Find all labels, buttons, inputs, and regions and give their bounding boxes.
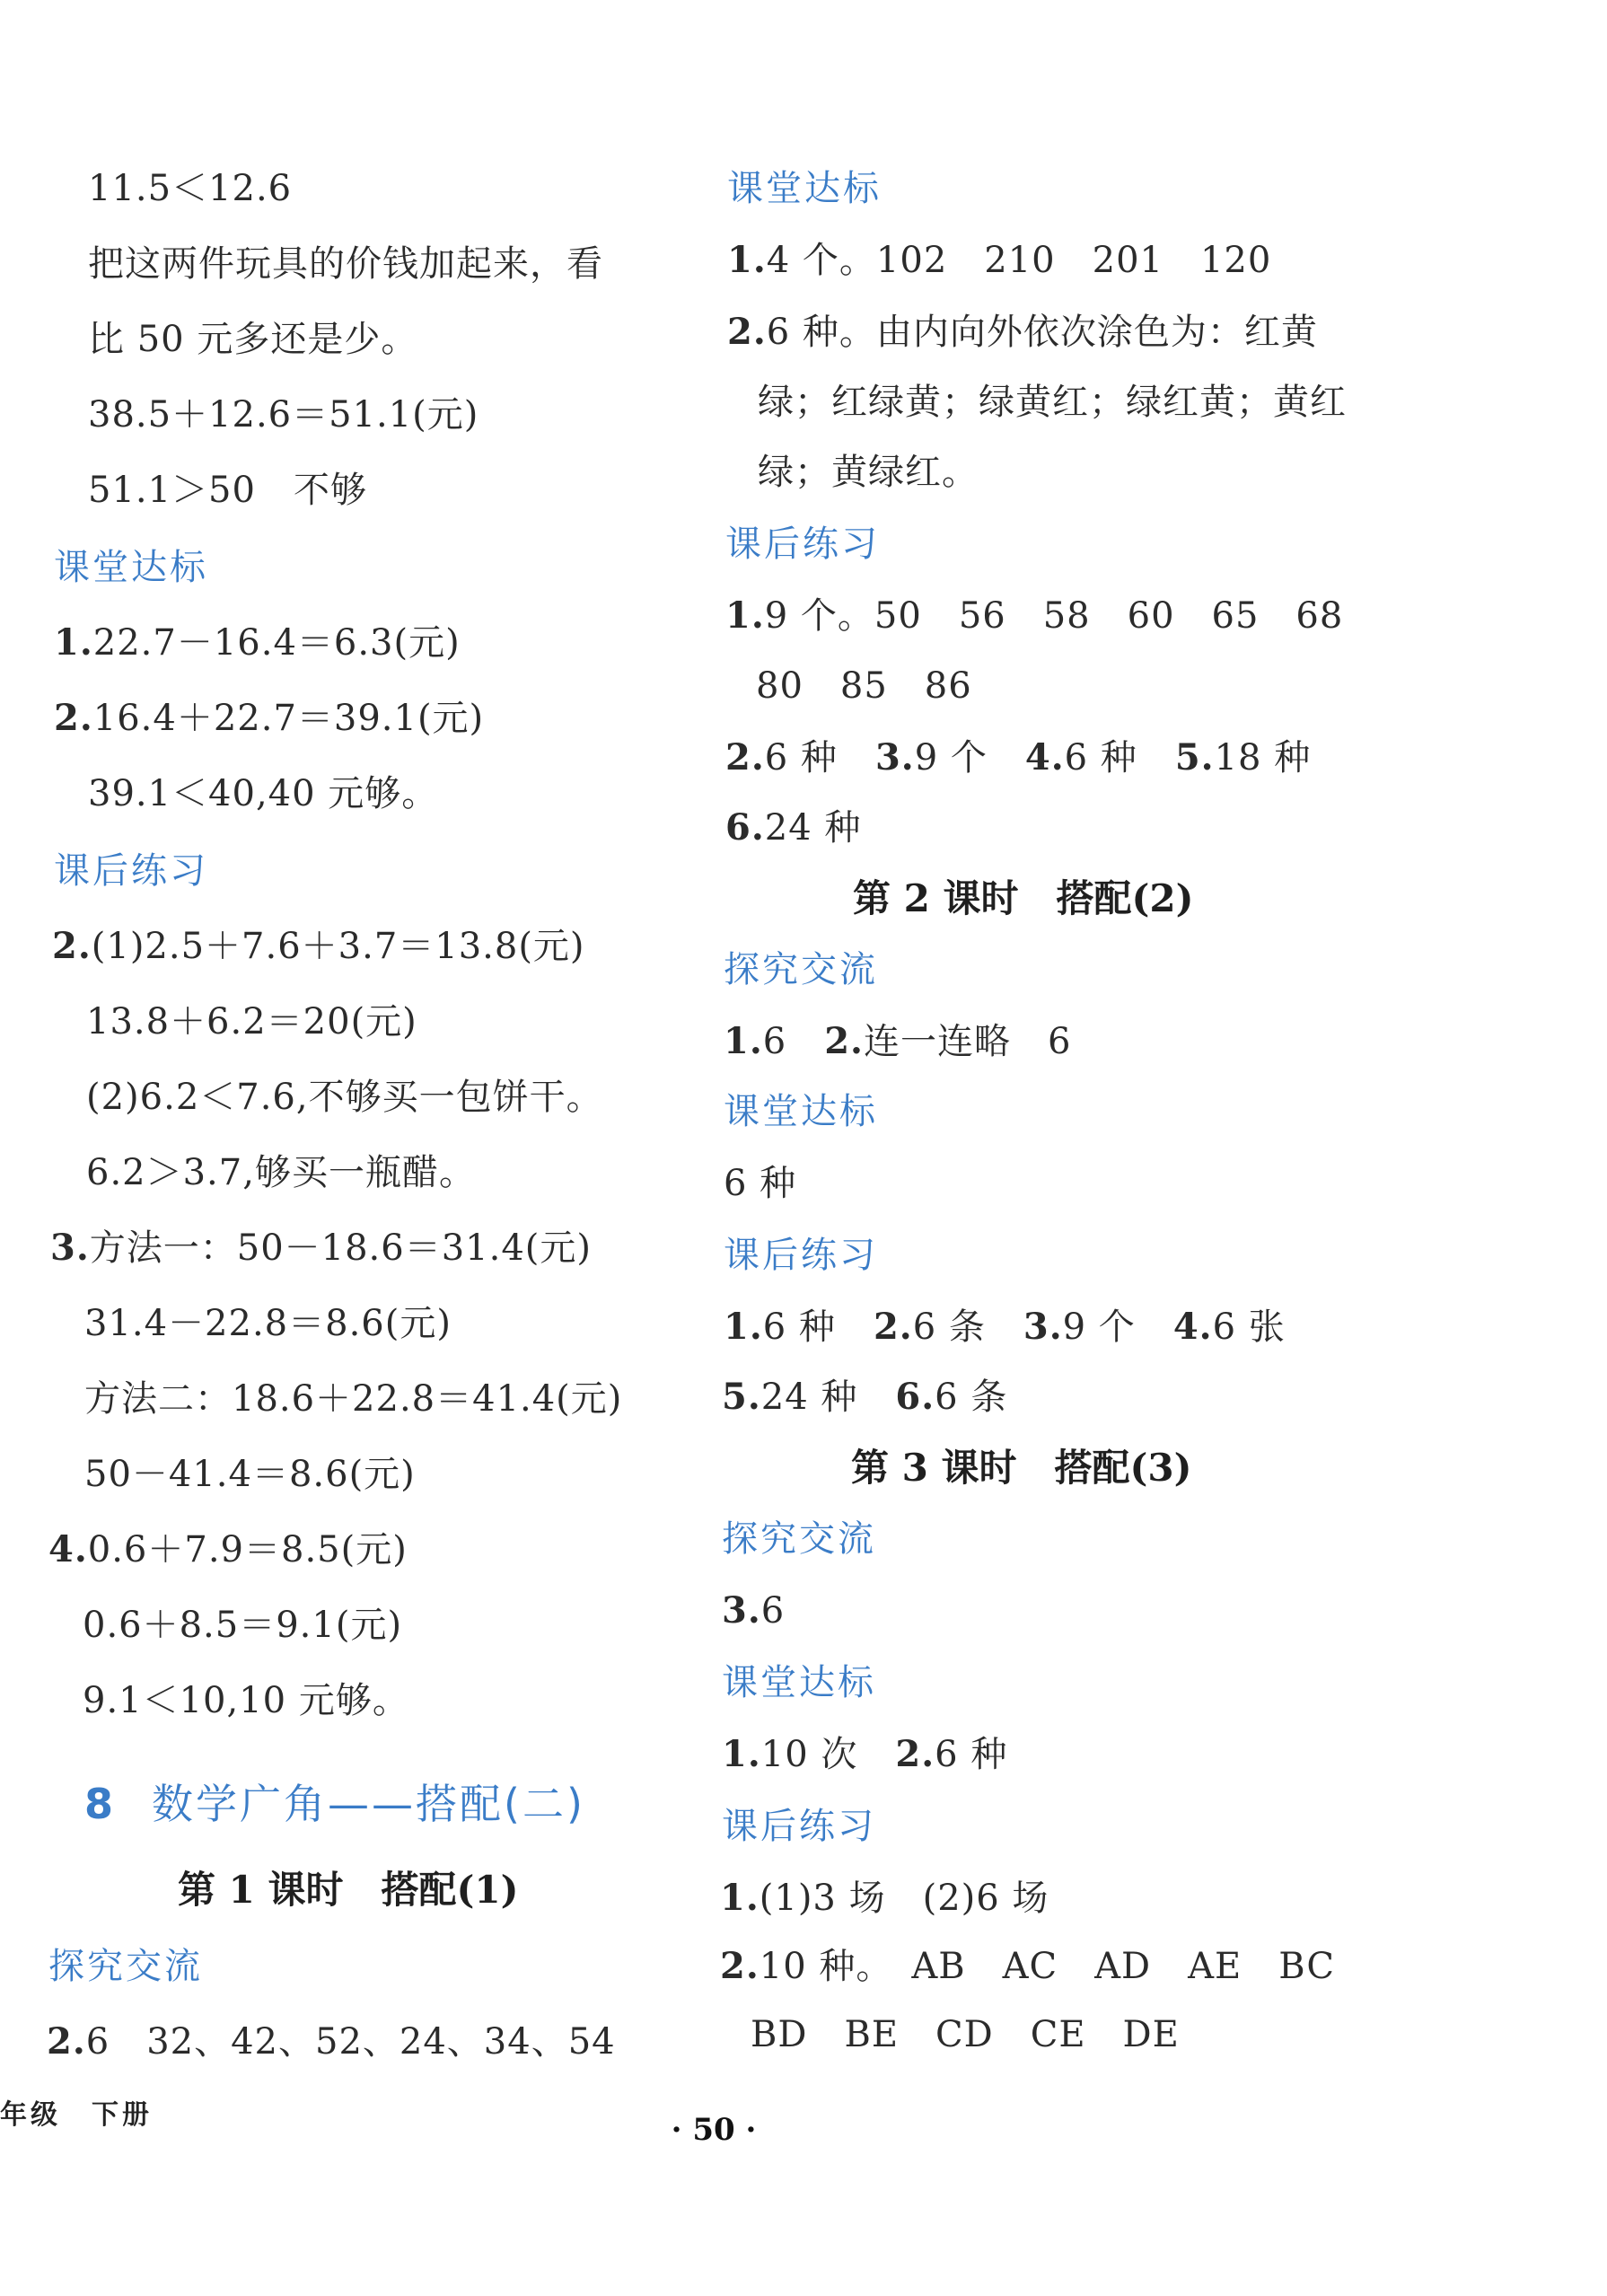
item-text: 6 种。由内向外依次涂色为：红黄 — [766, 312, 1318, 353]
answer-line: (2)6.2＜7.6,不够买一包饼干。 — [86, 1077, 603, 1118]
item-text: 6 条 — [935, 1377, 1008, 1418]
item-text: 方法一：50－18.6＝31.4(元) — [89, 1227, 592, 1269]
item-number: 3. — [874, 736, 915, 779]
answer-item — [727, 307, 1318, 357]
item-number: 2. — [47, 2020, 86, 2063]
section-heading-kehou: 课后练习 — [725, 523, 880, 565]
item-number: 6. — [725, 806, 765, 849]
item-number: 1. — [722, 1733, 761, 1775]
answer-row — [722, 1372, 1007, 1422]
footer-grade-label: 年级 下册 — [0, 2099, 153, 2131]
page-number: · 50 · — [671, 2112, 757, 2148]
section-heading-ketang: 课堂达标 — [722, 1662, 876, 1703]
item-text: 16.4＋22.7＝39.1(元) — [92, 698, 485, 739]
answer-line: 38.5＋12.6＝51.1(元) — [88, 394, 479, 435]
lesson-title: 第 2 课时 搭配(2) — [853, 876, 1194, 920]
chapter-name: 数学广角——搭配(二) — [152, 1780, 585, 1828]
answer-item — [47, 2017, 616, 2067]
answer-item — [54, 618, 461, 668]
item-number: 2. — [725, 736, 765, 779]
answer-line: 比 50 元多还是少。 — [88, 319, 418, 360]
section-heading-ketang: 课堂达标 — [727, 168, 882, 209]
answer-line: 把这两件玩具的价钱加起来，看 — [88, 243, 603, 285]
item-number: 2. — [895, 1733, 935, 1775]
item-text: 10 次 — [760, 1734, 858, 1775]
answer-row — [725, 733, 1311, 783]
answer-row — [724, 1302, 1286, 1352]
answer-line: BD BE CD CE DE — [751, 2014, 1180, 2055]
answer-line: 13.8＋6.2＝20(元) — [86, 1001, 417, 1042]
item-number: 4. — [1024, 736, 1065, 779]
item-number: 2. — [727, 311, 767, 353]
answer-item — [50, 1223, 592, 1273]
item-number: 3. — [722, 1589, 761, 1632]
item-number: 2. — [54, 697, 93, 739]
answer-item — [48, 1525, 408, 1575]
lesson-title: 第 1 课时 搭配(1) — [178, 1868, 519, 1912]
section-heading-tanjiu: 探究交流 — [724, 949, 878, 990]
item-text: 6 种 — [935, 1734, 1008, 1775]
section-heading-tanjiu: 探究交流 — [722, 1518, 876, 1560]
section-heading-ketang: 课堂达标 — [54, 547, 208, 588]
answer-item — [725, 591, 1343, 641]
item-text: 6 — [760, 1590, 786, 1632]
section-heading-ketang: 课堂达标 — [724, 1091, 878, 1132]
item-text: 6 种 — [762, 1306, 836, 1348]
answer-item — [720, 1873, 1049, 1923]
item-number: 4. — [1172, 1306, 1213, 1348]
item-text: 连一连略 6 — [863, 1021, 1072, 1062]
item-text: 24 种 — [764, 807, 862, 849]
item-text: 6 — [762, 1021, 787, 1062]
item-text: 9 个。50 56 58 60 65 68 — [764, 595, 1344, 637]
answer-item — [725, 803, 861, 853]
answer-line: 31.4－22.8＝8.6(元) — [84, 1303, 452, 1344]
item-number: 1. — [725, 594, 765, 637]
item-number: 1. — [720, 1877, 760, 1919]
chapter-title — [84, 1776, 585, 1832]
answer-item — [722, 1586, 785, 1636]
item-number: 5. — [1174, 736, 1215, 779]
item-text: 6 32、42、52、24、34、54 — [85, 2021, 616, 2063]
answer-item — [727, 235, 1271, 286]
answer-item — [720, 1941, 1335, 1992]
lesson-title: 第 3 课时 搭配(3) — [851, 1446, 1192, 1490]
answer-row — [724, 1016, 1071, 1067]
answer-line: 0.6＋8.5＝9.1(元) — [83, 1605, 403, 1646]
answer-note: 不够 — [293, 470, 367, 511]
item-number: 3. — [50, 1227, 90, 1269]
answer-line: 9.1＜10,10 元够。 — [83, 1680, 409, 1721]
item-number: 6. — [895, 1376, 935, 1418]
item-number: 5. — [722, 1376, 761, 1418]
answer-line: 绿；黄绿红。 — [758, 452, 979, 493]
item-text: 6 种 — [764, 737, 838, 779]
answer-line: 方法二：18.6＋22.8＝41.4(元) — [84, 1378, 623, 1420]
item-text: (1)3 场 (2)6 场 — [759, 1878, 1049, 1919]
item-number: 2. — [873, 1306, 913, 1348]
section-heading-kehou: 课后练习 — [54, 850, 208, 892]
item-text: 9 个 — [1062, 1306, 1136, 1348]
item-number: 2. — [824, 1020, 864, 1062]
answer-line: 39.1＜40,40 元够。 — [88, 773, 439, 814]
item-number: 1. — [724, 1020, 763, 1062]
item-number: 1. — [724, 1306, 763, 1348]
answer-line: 绿；红绿黄；绿黄红；绿红黄；黄红 — [758, 382, 1347, 423]
item-text: 6 张 — [1212, 1306, 1286, 1348]
answer-value: 51.1＞50 — [88, 470, 256, 511]
item-text: 0.6＋7.9＝8.5(元) — [87, 1529, 408, 1570]
item-text: 22.7－16.4＝6.3(元) — [92, 622, 461, 664]
item-text: 10 种。 AB AC AD AE BC — [759, 1946, 1335, 1987]
item-text: 6 条 — [912, 1306, 986, 1348]
section-heading-kehou: 课后练习 — [722, 1806, 876, 1847]
item-text: 9 个 — [914, 737, 988, 779]
item-text: 18 种 — [1214, 737, 1312, 779]
item-number: 1. — [54, 621, 93, 664]
item-text: 24 种 — [760, 1377, 858, 1418]
chapter-number: 8 — [84, 1780, 117, 1828]
answer-line: 50－41.4＝8.6(元) — [84, 1454, 416, 1495]
answer-line: 11.5＜12.6 — [88, 168, 293, 209]
answer-line: 80 85 86 — [756, 665, 972, 707]
item-number: 2. — [720, 1945, 760, 1987]
section-heading-kehou: 课后练习 — [724, 1235, 878, 1276]
item-text: 6 种 — [1064, 737, 1137, 779]
answer-item — [52, 921, 585, 972]
answer-line: 6.2＞3.7,够买一瓶醋。 — [86, 1152, 476, 1193]
answer-item — [54, 693, 484, 743]
answer-row — [722, 1729, 1007, 1780]
item-text: (1)2.5＋7.6＋3.7＝13.8(元) — [91, 926, 585, 967]
item-number: 2. — [52, 925, 92, 967]
section-heading-tanjiu: 探究交流 — [48, 1946, 203, 1987]
item-number: 4. — [48, 1528, 88, 1570]
answer-line: 6 种 — [724, 1163, 797, 1204]
answer-line — [88, 465, 367, 515]
item-number: 3. — [1023, 1306, 1063, 1348]
item-text: 4 个。102 210 201 120 — [766, 240, 1272, 281]
item-number: 1. — [727, 239, 767, 281]
